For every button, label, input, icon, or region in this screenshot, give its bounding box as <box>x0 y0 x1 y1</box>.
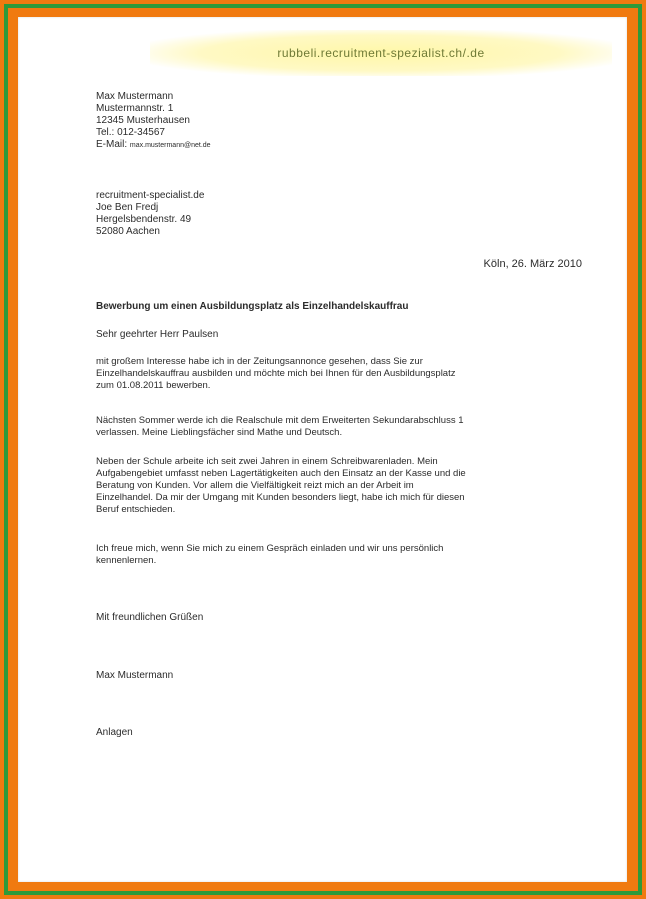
sender-phone: Tel.: 012-34567 <box>96 127 165 138</box>
sender-email: max.mustermann@net.de <box>129 142 211 149</box>
paragraph-line: Einzelhandelskauffrau ausbilden und möchte mich bei Ihnen für den Ausbildungsplatz <box>96 368 456 379</box>
paragraph-line: verlassen. Meine Lieblingsfächer sind Mathe und Deutsch. <box>96 427 343 438</box>
paragraph-line: Beruf entschieden. <box>96 504 176 515</box>
recipient-address <box>96 190 204 238</box>
recipient-street: Hergelsbendenstr. 49 <box>96 214 192 225</box>
sender-name: Max Mustermann <box>96 91 174 102</box>
enclosure-note: Anlagen <box>96 727 133 738</box>
sender-city: 12345 Musterhausen <box>96 115 190 126</box>
salutation: Sehr geehrter Herr Paulsen <box>96 329 219 340</box>
letter-date: Köln, 26. März 2010 <box>483 258 582 270</box>
sender-email-line <box>96 139 211 152</box>
paragraph-3 <box>96 456 586 516</box>
paragraph-line: Ich freue mich, wenn Sie mich zu einem Gespräch einladen und wir uns persönlich <box>96 543 444 554</box>
sender-email-label: E-Mail: <box>96 139 128 150</box>
paragraph-1 <box>96 356 586 392</box>
recipient-person: Joe Ben Fredj <box>96 202 159 213</box>
letter-subject: Bewerbung um einen Ausbildungsplatz als Einzelhandelskauffrau <box>96 301 409 312</box>
paragraph-line: Nächsten Sommer werde ich die Realschule mit dem Erweiterten Sekundarabschluss 1 <box>96 415 464 426</box>
paragraph-line: kennenlernen. <box>96 555 157 566</box>
paragraph-line: Neben der Schule arbeite ich seit zwei Jahren in einem Schreibwarenladen. Mein <box>96 456 438 467</box>
sender-street: Mustermannstr. 1 <box>96 103 174 114</box>
paragraph-2 <box>96 415 586 439</box>
sender-address <box>96 91 211 152</box>
paragraph-line: Einzelhandel. Da mir der Umgang mit Kunden besonders liegt, habe ich mich für diesen <box>96 492 465 503</box>
paragraph-line: Beratung von Kunden. Vor allem die Vielfältigkeit reizt mich an der Arbeit im <box>96 480 414 491</box>
signature-name: Max Mustermann <box>96 670 174 681</box>
paragraph-line: mit großem Interesse habe ich in der Zeitungsannonce gesehen, dass Sie zur <box>96 356 423 367</box>
recipient-company: recruitment-specialist.de <box>96 190 205 201</box>
paragraph-line: Aufgabengebiet umfasst neben Lagertätigkeiten auch den Einsatz an der Kasse und die <box>96 468 466 479</box>
paragraph-line: zum 01.08.2011 bewerben. <box>96 380 211 391</box>
recipient-city: 52080 Aachen <box>96 226 160 237</box>
paragraph-4 <box>96 543 586 567</box>
closing-formula: Mit freundlichen Grüßen <box>96 612 204 623</box>
url-banner: rubbeli.recruitment-spezialist.ch/.de <box>150 30 612 76</box>
